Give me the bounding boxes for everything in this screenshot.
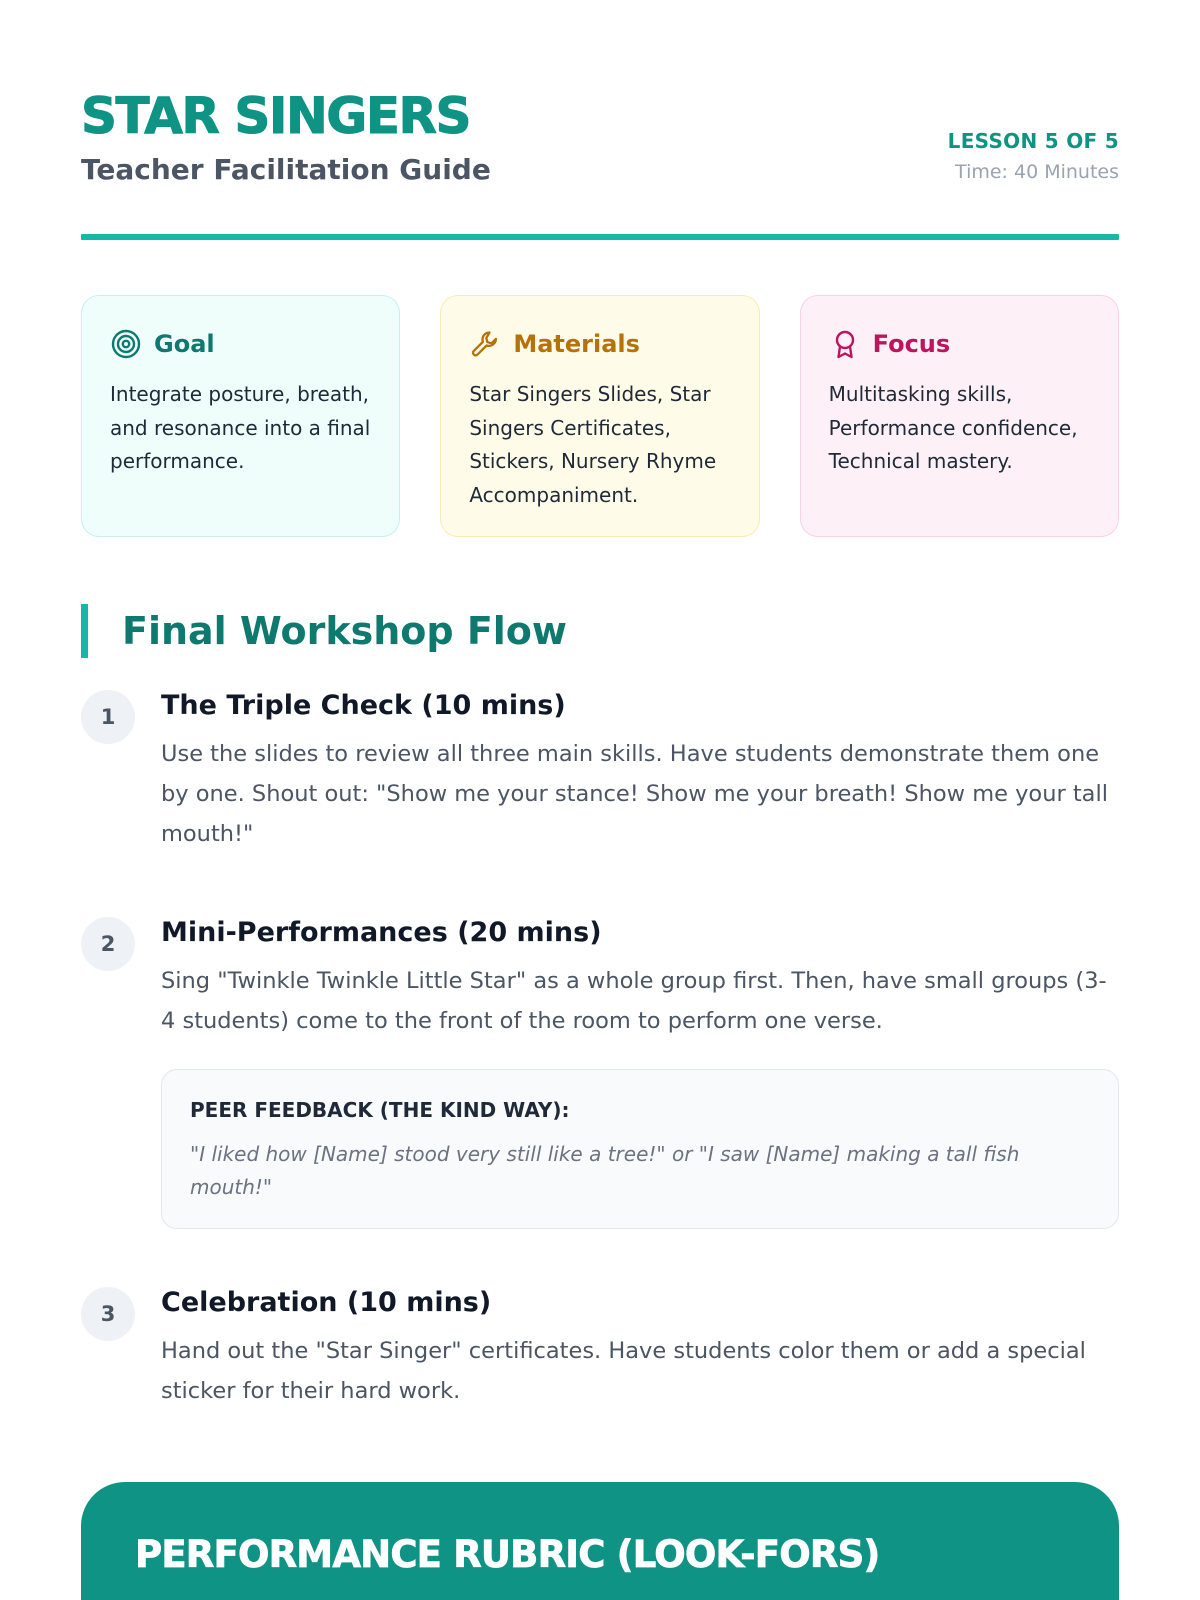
step-number: 3 [81,1287,135,1341]
award-icon [829,328,861,360]
lesson-meta [948,126,1119,188]
lesson-number: LESSON 5 OF 5 [947,129,1119,153]
info-cards [81,295,1119,537]
focus-card-body: Multitasking skills, Performance confidence, Technical mastery. [828,382,1078,473]
focus-card-title: Focus [872,330,951,358]
materials-card-body: Star Singers Slides, Star Singers Certificates, Stickers, Nursery Rhyme Accompaniment. [469,382,717,507]
step-title: Celebration (10 mins) [161,1287,492,1318]
section-title: Final Workshop Flow [81,604,567,658]
rubric-banner [81,1482,1119,1600]
target-icon [110,328,142,360]
rubric-title: PERFORMANCE RUBRIC (LOOK-FORS) [135,1533,880,1576]
materials-card-title: Materials [513,330,640,358]
peer-feedback-label: PEER FEEDBACK (THE KIND WAY): [190,1098,570,1122]
step-number: 1 [81,690,135,744]
step-description: Use the slides to review all three main skills. Have students demonstrate them one by one. Shout out: "Show me your stance! Show me your breath! Show me your tall mouth!" [161,741,1108,847]
goal-card-body: Integrate posture, breath, and resonance into a final performance. [110,382,371,473]
peer-feedback-box [161,1069,1119,1229]
goal-card [81,295,400,537]
peer-feedback-text: "I liked how [Name] stood very still like a tree!" or "I saw [Name] making a tall fish mouth!" [190,1142,1020,1199]
goal-card-title: Goal [154,330,215,358]
header-divider [81,234,1119,240]
step-description: Sing "Twinkle Twinkle Little Star" as a whole group first. Then, have small groups (3-4 students) come to the front of the room to perform one verse. [161,968,1107,1034]
goal-card-header [110,324,373,364]
step-content [161,1281,1119,1411]
lesson-time: Time: 40 Minutes [955,161,1119,183]
step-title: The Triple Check (10 mins) [161,690,566,721]
page-subtitle: Teacher Facilitation Guide [81,153,491,186]
step-content [161,911,1119,1229]
focus-card-header [829,324,1092,364]
step-description: Hand out the "Star Singer" certificates. Have students color them or add a special sticker for their hard work. [161,1338,1086,1404]
focus-card [800,295,1119,537]
step-number: 2 [81,917,135,971]
materials-card-header [469,324,732,364]
header [81,86,1119,242]
page-title: STAR SINGERS [81,87,471,145]
materials-card [440,295,759,537]
step-content [161,684,1119,854]
wrench-icon [469,328,501,360]
step-title: Mini-Performances (20 mins) [161,917,602,948]
